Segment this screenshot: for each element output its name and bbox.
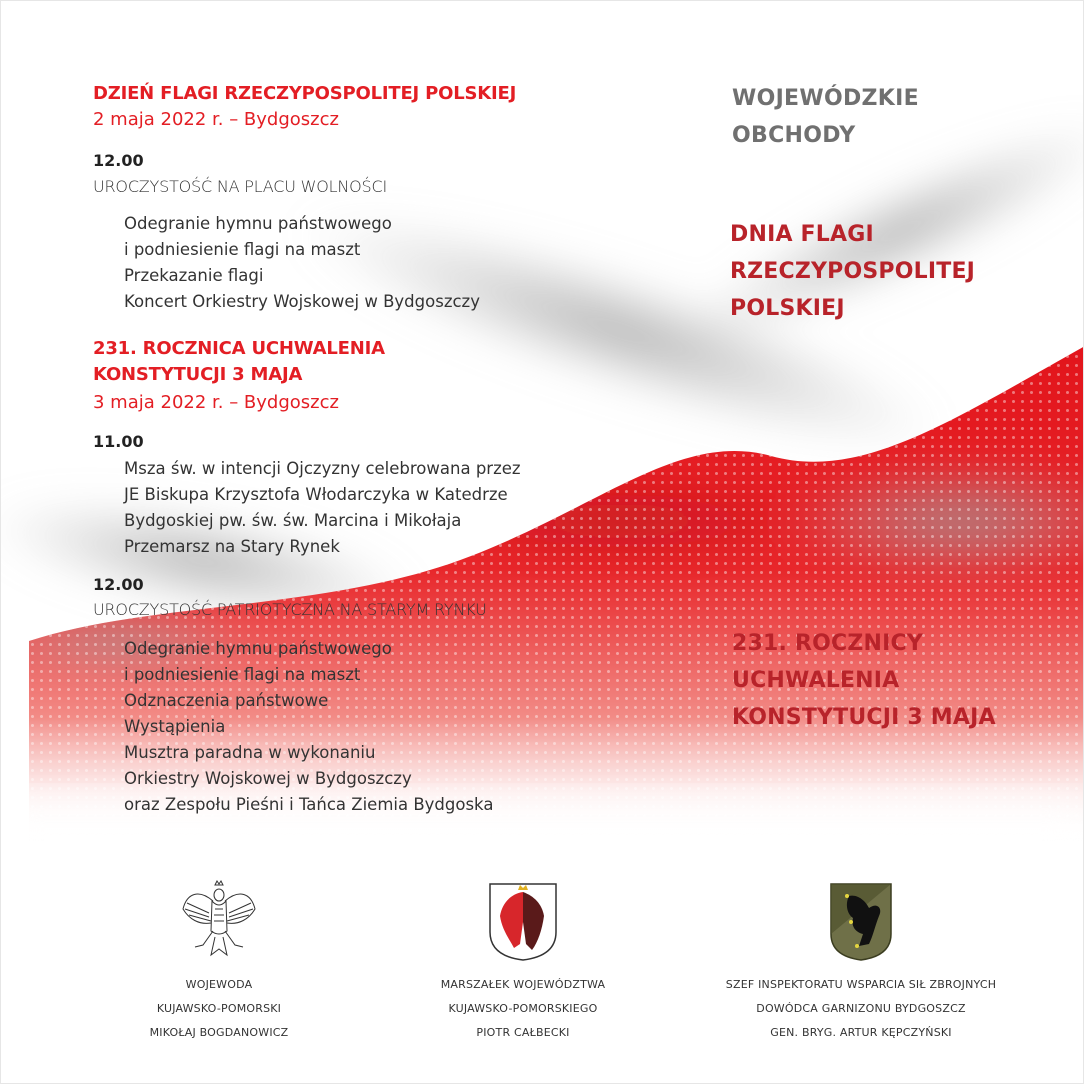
military-griffin-badge-icon bbox=[829, 882, 893, 962]
section2-date: 3 maja 2022 r. – Bydgoszcz bbox=[93, 392, 339, 413]
list-item: Odegranie hymnu państwowego bbox=[124, 639, 392, 658]
section2-title-line2: KONSTYTUCJI 3 MAJA bbox=[93, 364, 303, 385]
list-item: Przemarsz na Stary Rynek bbox=[124, 537, 340, 556]
list-item: Bydgoskiej pw. św. św. Marcina i Mikołaja bbox=[124, 511, 462, 530]
section1-title: DZIEŃ FLAGI RZECZYPOSPOLITEJ POLSKIEJ bbox=[93, 83, 517, 104]
footer-line: KUJAWSKO-POMORSKI bbox=[156, 1002, 282, 1015]
list-item: JE Biskupa Krzysztofa Włodarczyka w Katedrze bbox=[124, 485, 508, 504]
list-item: Odznaczenia państwowe bbox=[124, 691, 329, 710]
footer-line: PIOTR CAŁBECKI bbox=[476, 1026, 570, 1039]
right-heading-constitution bbox=[732, 625, 996, 736]
section1-items bbox=[124, 211, 480, 315]
list-item: Orkiestry Wojskowej w Bydgoszczy bbox=[124, 769, 412, 788]
footer-line: WOJEWODA bbox=[185, 978, 253, 991]
list-item: Przekazanie flagi bbox=[124, 266, 264, 285]
footer-line: MARSZAŁEK WOJEWÓDZTWA bbox=[440, 978, 606, 991]
right-heading-flag-day bbox=[730, 216, 975, 327]
section1-time: 12.00 bbox=[93, 151, 144, 170]
heading-line: KONSTYTUCJI 3 MAJA bbox=[732, 705, 996, 730]
heading-line: UCHWALENIA bbox=[732, 668, 900, 693]
section2-time1: 11.00 bbox=[93, 432, 144, 451]
right-heading-gray bbox=[732, 80, 919, 154]
footer-line: GEN. BRYG. ARTUR KĘPCZYŃSKI bbox=[770, 1026, 952, 1039]
section1-date: 2 maja 2022 r. – Bydgoszcz bbox=[93, 109, 339, 130]
list-item: oraz Zespołu Pieśni i Tańca Ziemia Bydgoska bbox=[124, 795, 494, 814]
heading-line: POLSKIEJ bbox=[730, 296, 845, 321]
footer-line: DOWÓDCA GARNIZONU BYDGOSZCZ bbox=[756, 1002, 966, 1015]
footer-line: MIKOŁAJ BOGDANOWICZ bbox=[149, 1026, 289, 1039]
list-item: Wystąpienia bbox=[124, 717, 226, 736]
heading-line: DNIA FLAGI bbox=[730, 222, 874, 247]
footer-voivode bbox=[59, 973, 379, 1045]
list-item: Musztra paradna w wykonaniu bbox=[124, 743, 376, 762]
heading-line: WOJEWÓDZKIE bbox=[732, 86, 919, 111]
heading-line: OBCHODY bbox=[732, 123, 856, 148]
list-item: i podniesienie flagi na maszt bbox=[124, 240, 361, 259]
section2-event2: UROCZYSTOŚĆ PATRIOTYCZNA NA STARYM RYNKU bbox=[93, 600, 487, 619]
list-item: Msza św. w intencji Ojczyzny celebrowana przez bbox=[124, 459, 521, 478]
list-item: Koncert Orkiestry Wojskowej w Bydgoszczy bbox=[124, 292, 480, 311]
footer-military bbox=[701, 973, 1021, 1045]
section2-items1 bbox=[124, 456, 521, 560]
list-item: i podniesienie flagi na maszt bbox=[124, 665, 361, 684]
footer-marshal bbox=[363, 973, 683, 1045]
footer-line: SZEF INSPEKTORATU WSPARCIA SIŁ ZBROJNYCH bbox=[725, 978, 997, 991]
section2-items2 bbox=[124, 636, 493, 818]
kujawsko-pomorskie-coat-of-arms-icon bbox=[488, 882, 558, 962]
white-eagle-icon bbox=[179, 879, 259, 961]
section1-event: UROCZYSTOŚĆ NA PLACU WOLNOŚCI bbox=[93, 177, 387, 196]
list-item: Odegranie hymnu państwowego bbox=[124, 214, 392, 233]
section2-title-line1: 231. ROCZNICA UCHWALENIA bbox=[93, 338, 385, 359]
section2-time2: 12.00 bbox=[93, 575, 144, 594]
heading-line: RZECZYPOSPOLITEJ bbox=[730, 259, 976, 284]
heading-line: 231. ROCZNICY bbox=[732, 631, 923, 656]
footer-line: KUJAWSKO-POMORSKIEGO bbox=[448, 1002, 598, 1015]
